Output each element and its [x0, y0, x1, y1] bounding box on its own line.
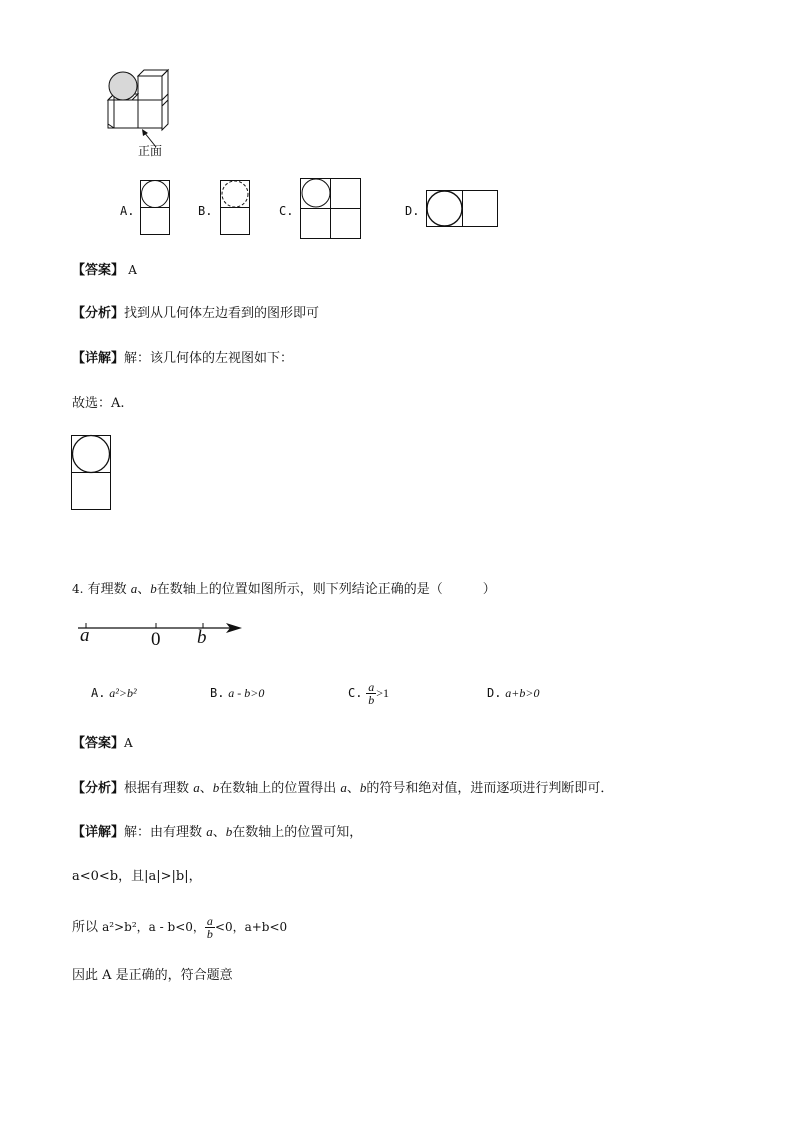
option-d-label: D.: [405, 204, 420, 218]
answer-tag: 答案: [85, 263, 112, 278]
detail-tag: 详解: [85, 825, 112, 840]
option-label: C.: [348, 686, 363, 700]
q4-stem: [72, 581, 496, 598]
q4-option-a: [91, 685, 137, 701]
q3-detail: 【详解】解：该几何体的左视图如下：: [72, 351, 294, 366]
axis-label-a: a: [80, 625, 90, 646]
separator: 、: [137, 582, 151, 597]
stem-part: 有理数: [87, 582, 127, 597]
option-expr: a+b>0: [505, 686, 540, 700]
axis-label-b: b: [197, 627, 207, 648]
option-d-figure: [426, 190, 506, 230]
q4-line2: [72, 910, 287, 945]
line2-prefix: 所以: [72, 920, 99, 935]
var-b: b: [212, 780, 220, 795]
bracket-open: 【: [72, 263, 86, 278]
option-a-label: A.: [120, 204, 135, 218]
front-label: 正面: [138, 144, 163, 158]
analysis-tag: 分析: [85, 306, 112, 321]
q4-option-c: [348, 677, 389, 709]
var-a: a: [340, 780, 347, 795]
option-c-label: C.: [279, 204, 294, 218]
analysis-tag: 分析: [85, 781, 112, 796]
frac-num: a: [368, 680, 375, 694]
detail-text: 解：由有理数: [124, 825, 203, 840]
option-expr: >1: [376, 686, 390, 700]
frac-num: a: [206, 914, 213, 928]
q3-answer: [72, 262, 137, 279]
q4-line1: a<0<b，且|a|>|b|，: [72, 869, 202, 884]
option-label: B.: [210, 686, 225, 700]
axis-label-zero: 0: [151, 629, 161, 650]
line2-fraction: [205, 915, 215, 940]
line2-expr: <0，a+b<0: [214, 920, 288, 934]
var-b: b: [150, 581, 157, 596]
var-a: a: [193, 780, 200, 795]
option-b-label: B.: [198, 204, 213, 218]
answer-tag: 答案: [85, 736, 112, 751]
separator: 、: [346, 781, 360, 796]
var-a: a: [130, 581, 138, 596]
option-c-fraction: [366, 681, 376, 706]
line2-expr: a²>b²，a - b<0，: [102, 920, 205, 934]
var-a: a: [206, 824, 213, 839]
stem-part: 在数轴上的位置如图所示，则下列结论正确的是（: [156, 582, 443, 597]
q4-detail: 【详解】解：由有理数 a、b在数轴上的位置可知，: [72, 824, 363, 840]
separator: 、: [199, 781, 213, 796]
q4-conclusion: 因此 A 是正确的，符合题意: [72, 968, 233, 983]
q4-analysis: 【分析】根据有理数 a、b在数轴上的位置得出 a、b的符号和绝对值，进而逐项进行判断即可．: [72, 780, 614, 796]
frac-den: b: [368, 693, 375, 707]
var-b: b: [225, 824, 233, 839]
stem-close: ）: [482, 582, 496, 597]
option-a-figure: [140, 180, 180, 240]
answer-value: A: [128, 263, 137, 277]
q4-option-d: [487, 685, 539, 701]
option-b-figure: [220, 180, 260, 240]
option-label: D.: [487, 686, 502, 700]
q3-analysis: 【分析】找到从几何体左边看到的图形即可: [72, 306, 320, 321]
question-number: 4.: [72, 582, 84, 596]
frac-den: b: [206, 927, 213, 941]
option-expr: a²>b²: [109, 686, 137, 700]
analysis-text: 的符号和绝对值，进而逐项进行判断即可．: [366, 781, 614, 796]
option-label: A.: [91, 686, 106, 700]
analysis-text: 根据有理数: [124, 781, 190, 796]
option-expr: a - b>0: [228, 686, 265, 700]
var-b: b: [359, 780, 367, 795]
bracket-close: 】: [111, 263, 125, 278]
option-c-figure: [300, 178, 370, 242]
left-view-figure: [71, 435, 115, 515]
detail-text: 在数轴上的位置可知，: [232, 825, 363, 840]
analysis-text: 找到从几何体左边看到的图形即可: [124, 306, 320, 321]
separator: 、: [212, 825, 226, 840]
number-line: [76, 618, 276, 658]
q4-answer: 【答案】A: [72, 736, 133, 751]
detail-tag: 详解: [85, 351, 112, 366]
analysis-text: 在数轴上的位置得出: [219, 781, 337, 796]
detail-text: 解：该几何体的左视图如下：: [124, 351, 294, 366]
q3-choice: 故选：A.: [72, 396, 125, 411]
answer-value: A: [124, 736, 133, 750]
q4-option-b: [210, 685, 264, 701]
